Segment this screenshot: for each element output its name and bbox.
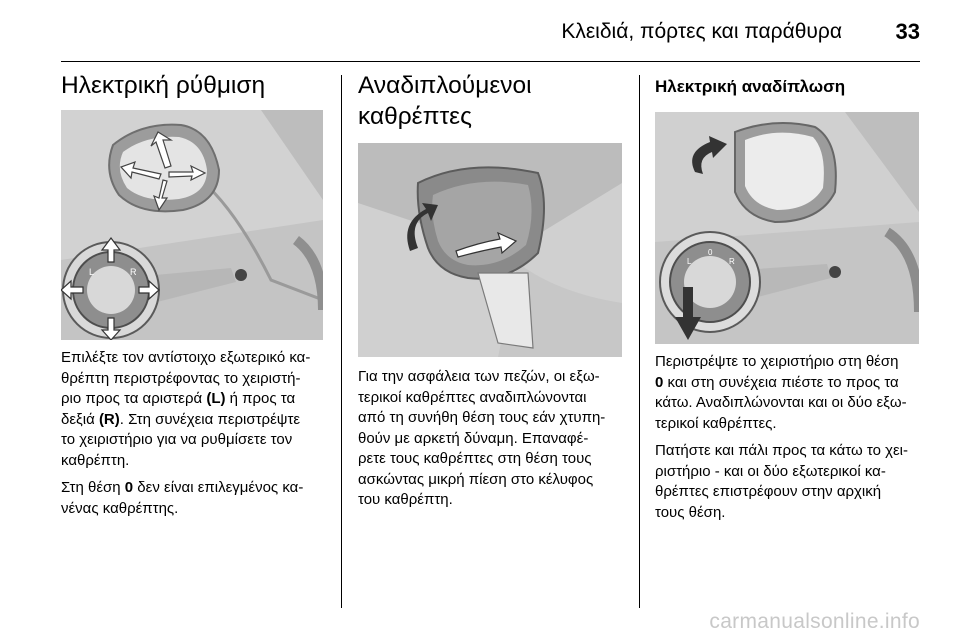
- position-zero-bold: 0: [124, 479, 134, 496]
- text-line: θούν με αρκετή δύναμη. Επαναφέ-: [358, 429, 589, 447]
- text-line: κάτω. Αναδιπλώνονται και οι δύο εξω-: [655, 394, 907, 411]
- text-fragment: δεν είναι επιλεγμένος κα-: [133, 479, 304, 496]
- fig-label-left: L: [89, 267, 95, 277]
- fig-label-right: R: [130, 267, 137, 277]
- running-header: Κλειδιά, πόρτες και παράθυρα: [561, 20, 842, 43]
- column-electric-adjustment: [61, 70, 327, 526]
- heading-line: καθρέπτες: [358, 103, 472, 130]
- text-line: θρέπτες επιστρέφουν στην αρχική: [655, 483, 882, 500]
- text-line: τους θέση.: [655, 503, 726, 521]
- text-line: Στη θέση: [61, 479, 125, 496]
- text-line: τερικοί καθρέπτες αναδιπλώνονται: [358, 388, 587, 406]
- header-rule: [61, 61, 920, 62]
- paragraph-folding: [358, 367, 628, 511]
- section-heading: Ηλεκτρική αναδίπλωση: [655, 77, 846, 96]
- text-fragment: ή προς τα: [225, 390, 296, 407]
- paragraph-selection: [61, 348, 327, 471]
- footer-watermark: carmanualsonline.info: [709, 610, 920, 633]
- text-line: νένας καθρέπτης.: [61, 499, 179, 517]
- text-line: τερικοί καθρέπτες.: [655, 414, 777, 432]
- text-line: καθρέπτη.: [61, 451, 130, 469]
- paragraph-fold-instruction: [655, 352, 925, 434]
- position-zero-bold: 0: [655, 373, 664, 391]
- fig-label-right: R: [729, 257, 735, 266]
- text-line: ριστήριο - και οι δύο εξωτερικοί κα-: [655, 462, 886, 480]
- text-line: ρετε τους καθρέπτες στη θέση τους: [358, 450, 592, 467]
- text-line: ριο προς τα αριστερά: [61, 390, 207, 407]
- paragraph-position-zero: [61, 478, 327, 519]
- text-line: Για την ασφάλεια των πεζών, οι εξω-: [358, 368, 600, 385]
- text-line: δεξιά: [61, 410, 99, 428]
- column-electric-folding: [655, 70, 925, 530]
- paragraph-unfold-instruction: [655, 441, 925, 523]
- text-line: θρέπτη περιστρέφοντας το χειριστή-: [61, 369, 301, 387]
- fig-label-zero: 0: [708, 248, 713, 257]
- label-left-bold: (L): [206, 390, 226, 407]
- text-line: Περιστρέψτε το χειριστήριο στη θέση: [655, 353, 899, 370]
- section-heading: [358, 70, 628, 132]
- label-right-bold: (R): [98, 410, 120, 428]
- text-line: Επιλέξτε τον αντίστοιχο εξωτερικό κα-: [61, 349, 311, 366]
- mirror-folding-illustration: [358, 143, 622, 357]
- text-fragment: . Στη συνέχεια περιστρέψτε: [119, 410, 301, 428]
- text-line: από τη συνήθη θέση τους εάν χτυπη-: [358, 409, 606, 426]
- electric-folding-illustration: [655, 112, 919, 344]
- text-line: του καθρέπτη.: [358, 491, 453, 508]
- section-heading: Ηλεκτρική ρύθμιση: [61, 72, 266, 99]
- column-folding-mirrors: [358, 70, 628, 518]
- text-line: το χειριστήριο για να ρυθμίσετε τον: [61, 431, 293, 448]
- text-fragment: και στη συνέχεια πιέστε το προς τα: [663, 373, 899, 391]
- text-line: ασκώντας μικρή πίεση στο κέλυφος: [358, 470, 594, 488]
- page-number: 33: [895, 19, 920, 44]
- mirror-adjustment-illustration: [61, 110, 323, 340]
- column-divider-2: [639, 75, 640, 608]
- text-line: Πατήστε και πάλι προς τα κάτω το χει-: [655, 442, 908, 459]
- fig-label-left: L: [687, 257, 692, 266]
- column-divider-1: [341, 75, 342, 608]
- heading-line: Αναδιπλούμενοι: [358, 72, 532, 99]
